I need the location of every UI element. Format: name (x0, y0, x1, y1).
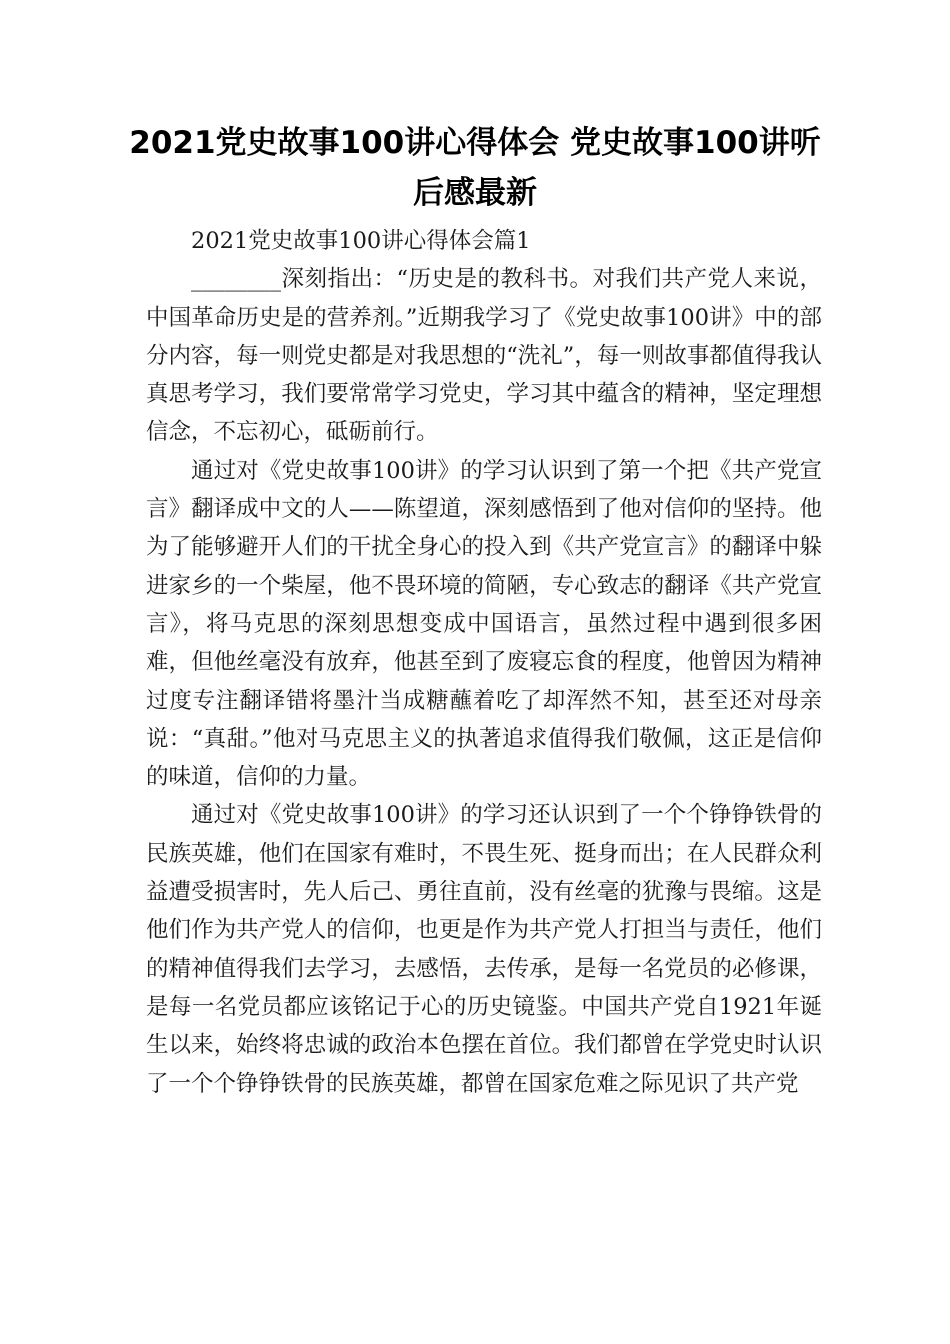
paragraph: 通过对《党史故事100讲》的学习还认识到了一个个铮铮铁骨的民族英雄，他们在国家有难时，不畏生死、挺身而出；在人民群众利益遭受损害时，先人后己、勇往直前，没有丝毫的犹豫与畏缩。这是他们作为共产党人的信仰，也更是作为共产党人打担当与责任，他们的精神值得我们去学习，去感悟，去传承，是每一名党员的必修课，是每一名党员都应该铭记于心的历史镜鉴。中国共产党自1921年诞生以来，始终将忠诚的政治本色摆在首位。我们都曾在学党史时认识了一个个铮铮铁骨的民族英雄，都曾在国家危难之际见识了共产党 (146, 802, 822, 1097)
paragraph: ________深刻指出：“历史是的教科书。对我们共产党人来说，中国革命历史是的营养剂。”近期我学习了《党史故事100讲》中的部分内容，每一则党史都是对我思想的“洗礼”，每一则故事都值得我认真思考学习，我们要常常学习党史，学习其中蕴含的精神，坚定理想信念，不忘初心，砥砺前行。 (146, 266, 822, 446)
document-title: 2021党史故事100讲心得体会 党史故事100讲听后感最新 (129, 125, 821, 211)
document-body (146, 222, 822, 1103)
paragraph: 通过对《党史故事100讲》的学习认识到了第一个把《共产党宣言》翻译成中文的人——陈望道，深刻感悟到了他对信仰的坚持。他为了能够避开人们的干扰全身心的投入到《共产党宣言》的翻译中躲进家乡的一个柴屋，他不畏环境的简陋，专心致志的翻译《共产党宣言》，将马克思的深刻思想变成中国语言，虽然过程中遇到很多困难，但他丝毫没有放弃，他甚至到了废寝忘食的程度，他曾因为精神过度专注翻译错将墨汁当成糖蘸着吃了却浑然不知，甚至还对母亲说：“真甜。”他对马克思主义的执著追求值得我们敬佩，这正是信仰的味道，信仰的力量。 (146, 457, 822, 791)
section-heading: 2021党史故事100讲心得体会篇1 (191, 228, 531, 254)
